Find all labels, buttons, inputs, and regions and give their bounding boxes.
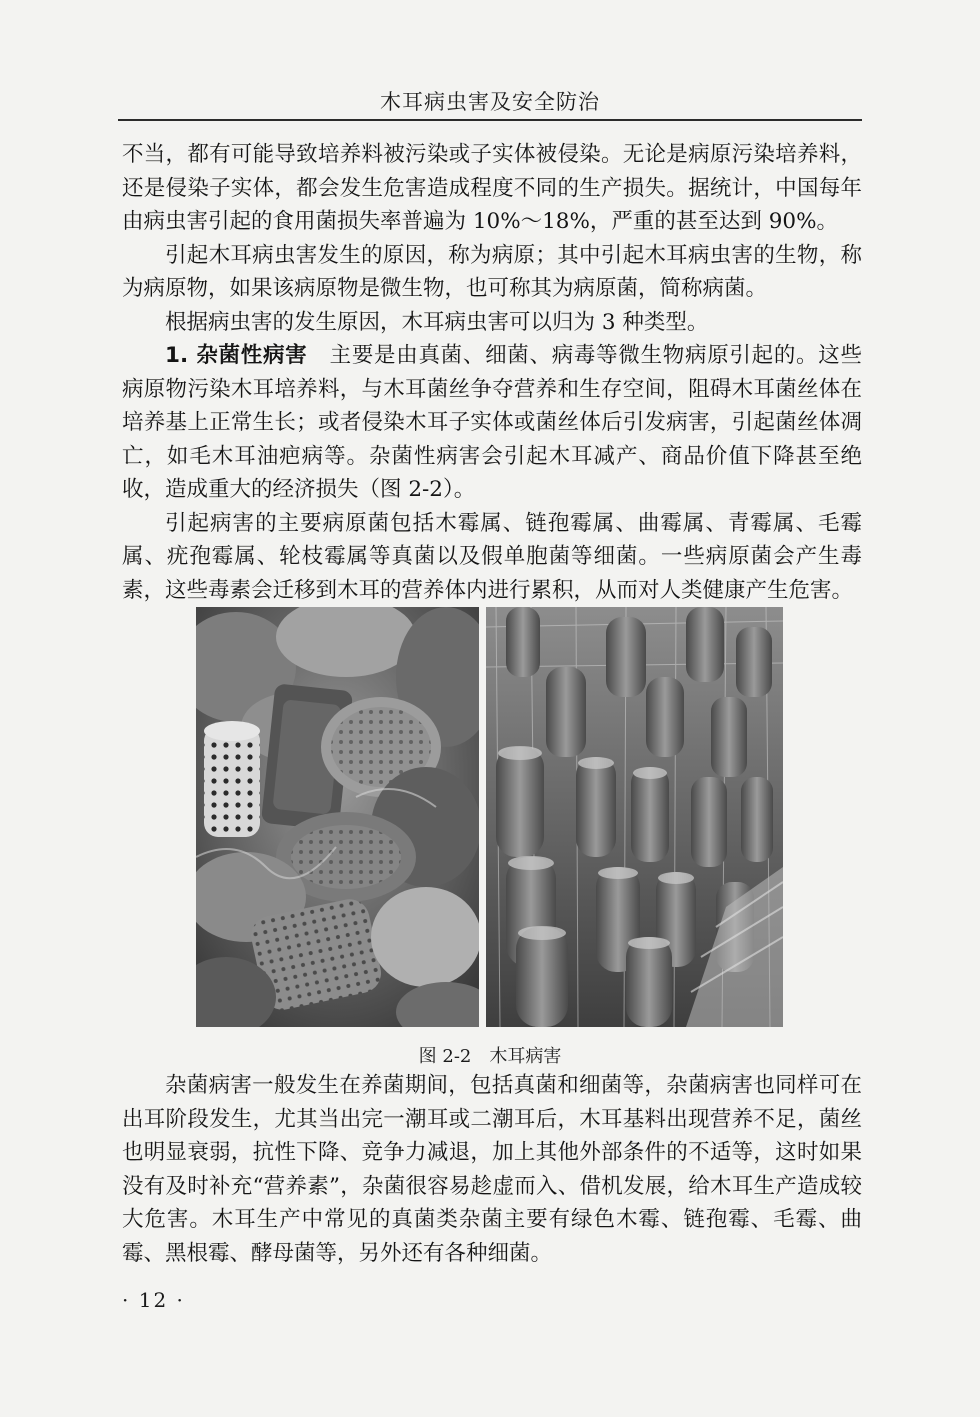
figure-number: 图 2-2 [418, 1046, 472, 1067]
header-rule [118, 119, 862, 121]
figure-2-2 [196, 607, 783, 1027]
paragraph-5: 引起病害的主要病原菌包括木霉属、链孢霉属、曲霉属、青霉属、毛霉属、疣孢霉属、轮枝霉属等真菌以及假单胞菌等细菌。一些病原菌会产生毒素，这些毒素会迁移到木耳的营养体内进行累积，从而对人类健康产生危害。 [122, 510, 862, 603]
figure-caption [0, 1042, 980, 1068]
running-header-title: 木耳病虫害及安全防治 [380, 90, 600, 114]
paragraph-4-text: 主要是由真菌、细菌、病毒等微生物病原引起的。这些病原物污染木耳培养料，与木耳菌丝争夺营养和生存空间，阻碍木耳菌丝体在培养基上正常生长；或者侵染木耳子实体或菌丝体后引发病害，引起菌丝体凋亡，如毛木耳油疤病等。杂菌性病害会引起木耳减产、商品价值下降甚至绝收，造成重大的经济损失（图 2-2）。 [122, 343, 862, 502]
photo-contaminated-bags-graphic [196, 607, 479, 1027]
paragraph-4 [122, 339, 862, 507]
text-block-top [122, 138, 862, 607]
page-number: · 12 · [122, 1288, 185, 1312]
photo-contaminated-bags [196, 607, 479, 1027]
text-block-bottom [122, 1069, 862, 1270]
photo-hanging-bags [486, 607, 783, 1027]
section-heading: 1. 杂菌性病害 [165, 343, 308, 368]
paragraph-1: 不当，都有可能导致培养料被污染或子实体被侵染。无论是病原污染培养料，还是侵染子实体，都会发生危害造成程度不同的生产损失。据统计，中国每年由病虫害引起的食用菌损失率普遍为 10%～18%，严重的甚至达到 90%。 [122, 142, 862, 234]
paragraph-3: 根据病虫害的发生原因，木耳病虫害可以归为 3 种类型。 [165, 309, 709, 335]
figure-caption-text: 木耳病害 [489, 1046, 562, 1067]
photo-hanging-bags-graphic [486, 607, 783, 1027]
paragraph-2: 引起木耳病虫害发生的原因，称为病原；其中引起木耳病虫害的生物，称为病原物，如果该病原物是微生物，也可称其为病原菌，简称病菌。 [122, 242, 862, 301]
paragraph-6: 杂菌病害一般发生在养菌期间，包括真菌和细菌等，杂菌病害也同样可在出耳阶段发生，尤其当出完一潮耳或二潮耳后，木耳基料出现营养不足，菌丝也明显衰弱，抗性下降、竞争力减退，加上其他外部条件的不适等，这时如果没有及时补充“营养素”，杂菌很容易趁虚而入、借机发展，给木耳生产造成较大危害。木耳生产中常见的真菌类杂菌主要有绿色木霉、链孢霉、毛霉、曲霉、黑根霉、酵母菌等，另外还有各种细菌。 [122, 1073, 862, 1266]
